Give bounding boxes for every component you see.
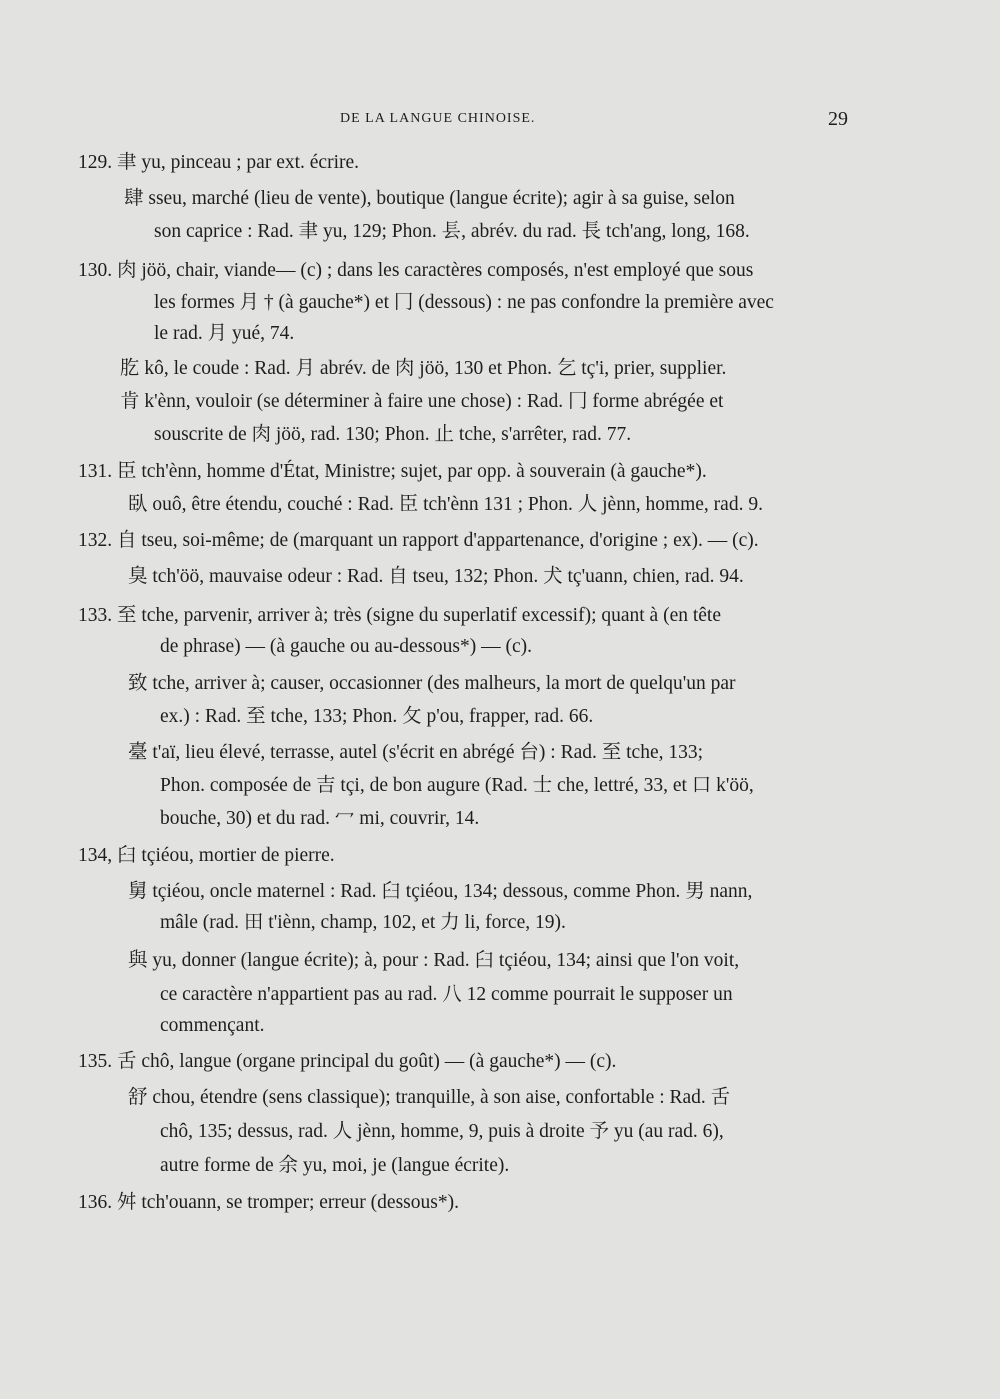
- text-line: 臭 tch'öö, mauvaise odeur : Rad. 自 tseu, 132; Phon. 犬 tç'uann, chien, rad. 94.: [128, 566, 744, 587]
- text-line: ex.) : Rad. 至 tche, 133; Phon. 攵 p'ou, frapper, rad. 66.: [160, 706, 594, 727]
- text-line: 致 tche, arriver à; causer, occasionner (des malheurs, la mort de quelqu'un par: [128, 673, 736, 694]
- text-line: 與 yu, donner (langue écrite); à, pour : Rad. 臼 tçiéou, 134; ainsi que l'on voit,: [128, 950, 740, 971]
- text-line: 129. 聿 yu, pinceau ; par ext. écrire.: [78, 152, 360, 173]
- text-line: commençant.: [160, 1015, 265, 1036]
- text-line: Phon. composée de 吉 tçi, de bon augure (Rad. 士 che, lettré, 33, et 口 k'öö,: [160, 775, 754, 796]
- text-line: 肆 sseu, marché (lieu de vente), boutique (langue écrite); agir à sa guise, selon: [124, 188, 735, 209]
- text-line: 舅 tçiéou, oncle maternel : Rad. 臼 tçiéou, 134; dessous, comme Phon. 男 nann,: [128, 881, 753, 902]
- text-line: 131. 臣 tch'ènn, homme d'État, Ministre; sujet, par opp. à souverain (à gauche*).: [78, 461, 707, 482]
- text-line: autre forme de 余 yu, moi, je (langue écrite).: [160, 1155, 510, 1176]
- text-line: 136. 舛 tch'ouann, se tromper; erreur (dessous*).: [78, 1192, 459, 1213]
- running-header: [0, 108, 1000, 138]
- page-number: 29: [828, 108, 848, 130]
- text-line: 舒 chou, étendre (sens classique); tranquille, à son aise, confortable : Rad. 舌: [128, 1087, 731, 1108]
- text-line: 肯 k'ènn, vouloir (se déterminer à faire une chose) : Rad. 冂 forme abrégée et: [120, 391, 724, 412]
- text-line: 132. 自 tseu, soi-même; de (marquant un rapport d'appartenance, d'origine ; ex). — (c).: [78, 530, 759, 551]
- text-line: 135. 舌 chô, langue (organe principal du goût) — (à gauche*) — (c).: [78, 1051, 617, 1072]
- text-line: 臥 ouô, être étendu, couché : Rad. 臣 tch'ènn 131 ; Phon. 人 jènn, homme, rad. 9.: [128, 494, 763, 515]
- text-line: 130. 肉 jöö, chair, viande— (c) ; dans les caractères composés, n'est employé que sous: [78, 260, 754, 281]
- text-line: de phrase) — (à gauche ou au-dessous*) — (c).: [160, 636, 532, 657]
- text-line: mâle (rad. 田 t'iènn, champ, 102, et 力 li, force, 19).: [160, 912, 566, 933]
- text-line: 134, 臼 tçiéou, mortier de pierre.: [78, 845, 335, 866]
- text-line: ce caractère n'appartient pas au rad. 八 12 comme pourrait le supposer un: [160, 984, 733, 1005]
- text-line: chô, 135; dessus, rad. 人 jènn, homme, 9, puis à droite 予 yu (au rad. 6),: [160, 1121, 724, 1142]
- header-title: DE LA LANGUE CHINOISE.: [340, 111, 536, 126]
- text-line: bouche, 30) et du rad. 冖 mi, couvrir, 14.: [160, 808, 480, 829]
- text-line: 133. 至 tche, parvenir, arriver à; très (signe du superlatif excessif); quant à (en tête: [78, 605, 722, 626]
- text-line: le rad. 月 yué, 74.: [154, 323, 295, 344]
- text-line: 肐 kô, le coude : Rad. 月 abrév. de 肉 jöö, 130 et Phon. 乞 tç'i, prier, supplier.: [120, 358, 727, 379]
- text-line: son caprice : Rad. 聿 yu, 129; Phon. 镸, abrév. du rad. 長 tch'ang, long, 168.: [154, 221, 750, 242]
- text-line: les formes 月 † (à gauche*) et 冂 (dessous) : ne pas confondre la première avec: [154, 292, 774, 313]
- text-line: 臺 t'aï, lieu élevé, terrasse, autel (s'écrit en abrégé 台) : Rad. 至 tche, 133;: [128, 742, 704, 763]
- text-line: souscrite de 肉 jöö, rad. 130; Phon. 止 tche, s'arrêter, rad. 77.: [154, 424, 632, 445]
